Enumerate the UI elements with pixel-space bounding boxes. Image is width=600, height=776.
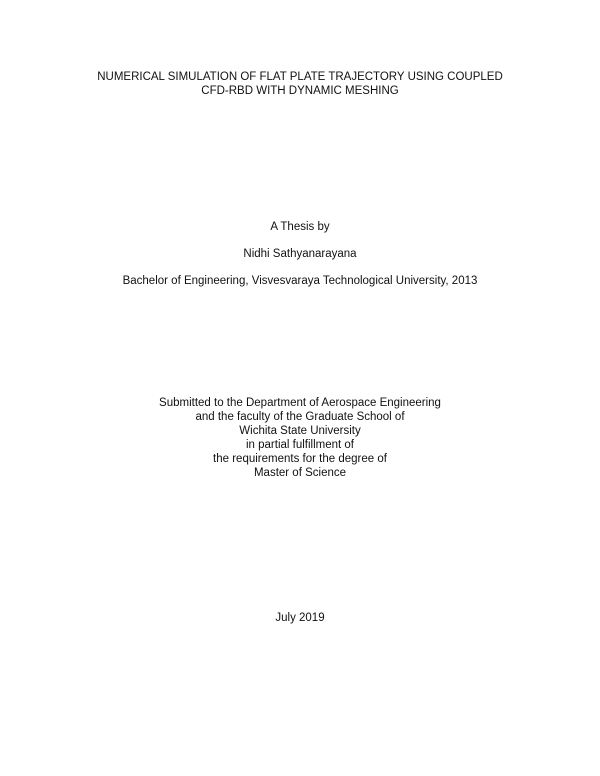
submission-statement bbox=[0, 396, 600, 480]
thesis-label: A Thesis by bbox=[270, 221, 330, 233]
submission-date: July 2019 bbox=[275, 612, 325, 624]
thesis-title-line-2: CFD-RBD WITH DYNAMIC MESHING bbox=[201, 85, 399, 97]
submission-line: Master of Science bbox=[253, 467, 347, 479]
submission-line: in partial fulfillment of bbox=[245, 439, 355, 451]
prior-degree: Bachelor of Engineering, Visvesvaraya Technological University, 2013 bbox=[122, 275, 478, 287]
thesis-title-line-1: NUMERICAL SIMULATION OF FLAT PLATE TRAJECTORY USING COUPLED bbox=[97, 71, 503, 83]
submission-line: Wichita State University bbox=[239, 425, 361, 437]
thesis-title bbox=[0, 70, 600, 98]
submission-line: the requirements for the degree of bbox=[213, 453, 387, 465]
author-name: Nidhi Sathyanarayana bbox=[243, 248, 357, 260]
submission-line: Submitted to the Department of Aerospace Engineering bbox=[159, 397, 441, 409]
submission-line: and the faculty of the Graduate School of bbox=[195, 411, 405, 423]
